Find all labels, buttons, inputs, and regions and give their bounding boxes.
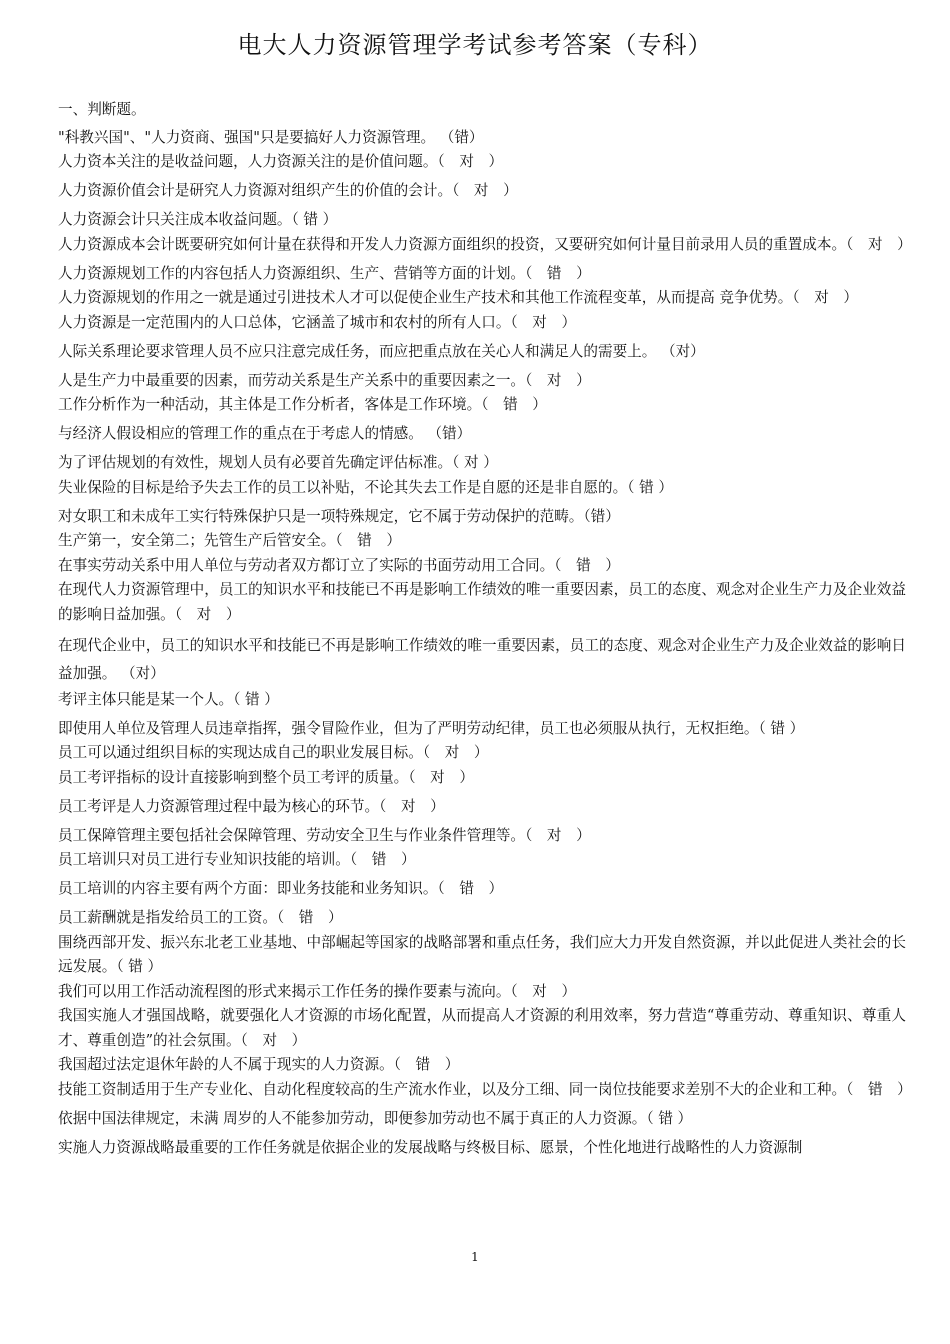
question-item: 我们可以用工作活动流程图的形式来揭示工作任务的操作要素与流向。（ 对 ）	[58, 982, 577, 1000]
page-number: 1	[471, 1250, 479, 1264]
question-item: 人力资源会计只关注成本收益问题。（ 错 ）	[58, 211, 338, 228]
question-item: 人力资源规划工作的内容包括人力资源组织、生产、营销等方面的计划。（ 错 ）	[58, 264, 591, 282]
question-item: 员工可以通过组织目标的实现达成自己的职业发展目标。（ 对 ）	[58, 744, 489, 761]
question-item: 考评主体只能是某一个人。（ 错 ）	[58, 690, 279, 708]
question-item: 技能工资制适用于生产专业化、自动化程度较高的生产流水作业，以及分工细、同一岗位技能要求差别不大的企业和工种。（ 错 ）	[58, 1080, 912, 1098]
question-item: 员工保障管理主要包括社会保障管理、劳动安全卫生与作业条件管理等。（ 对 ）	[58, 826, 591, 844]
question-item: 在现代人力资源管理中，员工的知识水平和技能已不再是影响工作绩效的唯一重要因素，员工的态度、观念对企业生产力及企业效益的影响日益加强。（ 对 ）	[58, 581, 906, 623]
section-heading: 一、判断题。	[58, 101, 146, 118]
document-body	[58, 98, 912, 1160]
question-item: 人力资源是一定范围内的人口总体，它涵盖了城市和农村的所有人口。（ 对 ）	[58, 313, 577, 331]
document-title: 电大人力资源管理学考试参考答案（专科）	[237, 31, 713, 59]
question-item: 依据中国法律规定，未满 周岁的人不能参加劳动，即便参加劳动也不属于真正的人力资源。（ 错 ）	[58, 1109, 693, 1127]
question-item: 生产第一，安全第二；先管生产后管安全。（ 错 ）	[58, 532, 401, 549]
question-item: 员工培训只对员工进行专业知识技能的培训。（ 错 ）	[58, 851, 416, 868]
question-item: 人力资源规划的作用之一就是通过引进技术人才可以促使企业生产技术和其他工作流程变革，从而提高 竞争优势。（ 对 ）	[58, 289, 859, 306]
question-item: 员工考评指标的设计直接影响到整个员工考评的质量。（ 对 ）	[58, 768, 474, 786]
question-item: 人力资源成本会计既要研究如何计量在获得和开发人力资源方面组织的投资，又要研究如何计量目前录用人员的重置成本。（ 对 ）	[58, 235, 912, 253]
question-item: 为了评估规划的有效性，规划人员有必要首先确定评估标准。（ 对 ）	[58, 454, 498, 471]
question-item: 与经济人假设相应的管理工作的重点在于考虑人的情感。 （错）	[58, 425, 472, 442]
question-item: 我国超过法定退休年龄的人不属于现实的人力资源。（ 错 ）	[58, 1056, 460, 1073]
question-item: 员工培训的内容主要有两个方面：即业务技能和业务知识。（ 错 ）	[58, 880, 504, 897]
question-item: 对女职工和未成年工实行特殊保护只是一项特殊规定，它不属于劳动保护的范畴。（错）	[58, 507, 620, 525]
question-item: 人力资本关注的是收益问题，人力资源关注的是价值问题。（ 对 ）	[58, 153, 504, 170]
question-item: 员工薪酬就是指发给员工的工资。（ 错 ）	[58, 909, 343, 926]
question-item: 工作分析作为一种活动，其主体是工作分析者，客体是工作环境。（ 错 ）	[58, 396, 547, 413]
question-item: 员工考评是人力资源管理过程中最为核心的环节。（ 对 ）	[58, 797, 445, 815]
question-item: 在现代企业中，员工的知识水平和技能已不再是影响工作绩效的唯一重要因素，员工的态度、观念对企业生产力及企业效益的影响日益加强。 （对）	[58, 636, 906, 682]
question-item: 我国实施人才强国战略，就要强化人才资源的市场化配置，从而提高人才资源的利用效率，努力营造“尊重劳动、尊重知识、尊重人才、尊重创造”的社会氛围。（ 对 ）	[58, 1007, 906, 1049]
question-item: 失业保险的目标是给予失去工作的员工以补贴，不论其失去工作是自愿的还是非自愿的。（ 错 ）	[58, 478, 673, 496]
question-item: 围绕西部开发、振兴东北老工业基地、中部崛起等国家的战略部署和重点任务，我们应大力开发自然资源，并以此促进人类社会的长远发展。（ 错 ）	[58, 933, 906, 975]
question-item: "科教兴国"、"人力资商、强国"只是要搞好人力资源管理。 （错）	[58, 128, 484, 146]
question-item: 人际关系理论要求管理人员不应只注意完成任务，而应把重点放在关心人和满足人的需要上。 （对）	[58, 342, 705, 360]
question-item: 人力资源价值会计是研究人力资源对组织产生的价值的会计。（ 对 ）	[58, 182, 518, 199]
question-item: 实施人力资源战略最重要的工作任务就是依据企业的发展战略与终极目标、愿景，个性化地进行战略性的人力资源制	[58, 1138, 803, 1156]
question-item: 人是生产力中最重要的因素，而劳动关系是生产关系中的重要因素之一。（ 对 ）	[58, 371, 591, 389]
question-item: 即使用人单位及管理人员违章指挥，强令冒险作业，但为了严明劳动纪律，员工也必须服从执行，无权拒绝。（ 错 ）	[58, 719, 805, 737]
question-item: 在事实劳动关系中用人单位与劳动者双方都订立了实际的书面劳动用工合同。（ 错 ）	[58, 556, 620, 574]
